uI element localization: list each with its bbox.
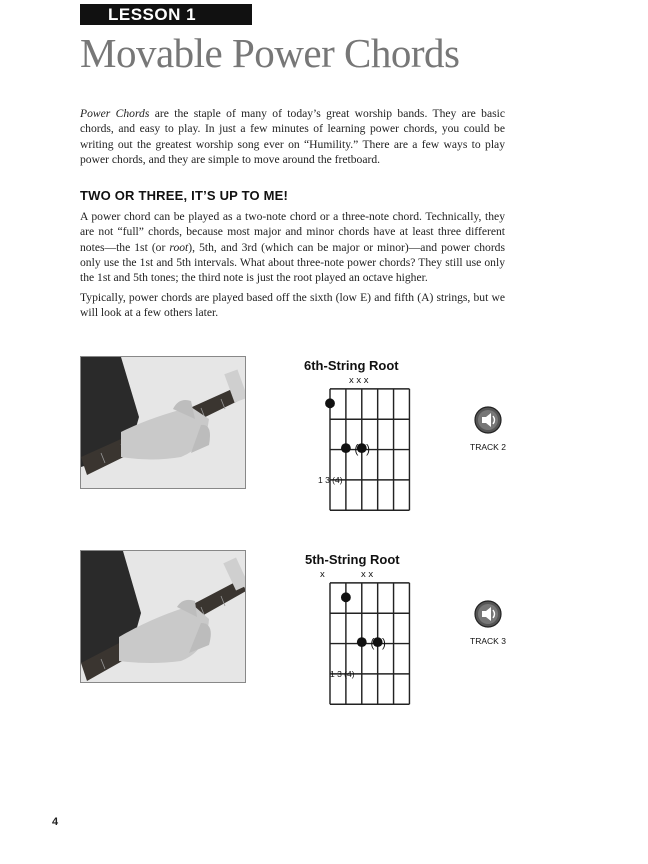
chord-diagram-5th-string (314, 580, 424, 710)
guitar-photo-5th-string (80, 550, 246, 683)
mute-marker-left-5th: x (320, 569, 325, 580)
diagram-title-6th: 6th-String Root (304, 358, 399, 373)
mute-markers-6th: x x x (349, 375, 369, 386)
body-paragraph-1 (80, 209, 505, 285)
svg-text:(: ( (354, 444, 359, 457)
diagram-title-5th: 5th-String Root (305, 552, 400, 567)
section-heading: TWO OR THREE, IT’S UP TO ME! (80, 188, 289, 203)
intro-text: are the staple of many of today’s great worship bands. They are basic chords, and easy to play. In just a few minutes of learning power chords, you could be writing out the greatest worship song ever on “Humility.” There are a few ways to play power chords, and they are simple to move around the fretboard. (80, 107, 505, 166)
body-p1-text-a: A power chord can be played as a two-note chord or a three-note chord. Technically, they are not “full” chords, because most major and minor chords have at least three different notes—the 1st (or (80, 210, 505, 254)
page-number: 4 (52, 816, 59, 828)
chord-diagram-6th-string (314, 386, 424, 516)
guitar-hand-illustration (81, 551, 245, 682)
audio-track-3[interactable] (468, 600, 508, 646)
finger-dot-fifth (357, 637, 367, 647)
finger-numbers-6th: 1 3 (4) (318, 475, 343, 485)
finger-dot-root (341, 592, 351, 602)
svg-text:): ) (382, 638, 386, 651)
intro-emphasis: Power Chords (80, 107, 150, 120)
intro-paragraph (80, 106, 505, 167)
svg-text:): ) (366, 444, 370, 457)
audio-track-2[interactable] (468, 406, 508, 452)
lesson-label: LESSON 1 (80, 4, 252, 25)
guitar-photo-6th-string (80, 356, 246, 489)
track-label-2: TRACK 2 (470, 442, 506, 452)
track-label-3: TRACK 3 (470, 636, 506, 646)
speaker-icon[interactable] (474, 406, 502, 434)
svg-text:(: ( (370, 638, 375, 651)
speaker-icon[interactable] (474, 600, 502, 628)
body-p1-text-b: ), 5th, and 3rd (which can be major or minor)—and power chords only use the 1st and 5th intervals. What about three-note power chords? They still use only the 1st and 5th tones; the third note is just the root played an octave higher. (80, 240, 505, 285)
finger-numbers-5th: 1 3 (4) (330, 669, 355, 679)
body-p1-emphasis: root (169, 240, 189, 254)
mute-markers-right-5th: x x (361, 569, 374, 580)
guitar-hand-illustration (81, 357, 245, 488)
body-paragraph-2: Typically, power chords are played based off the sixth (low E) and fifth (A) strings, but we will look at a few others later. (80, 291, 505, 320)
finger-dot-root (325, 398, 335, 408)
page-title: Movable Power Chords (80, 30, 460, 76)
finger-dot-fifth (341, 443, 351, 453)
